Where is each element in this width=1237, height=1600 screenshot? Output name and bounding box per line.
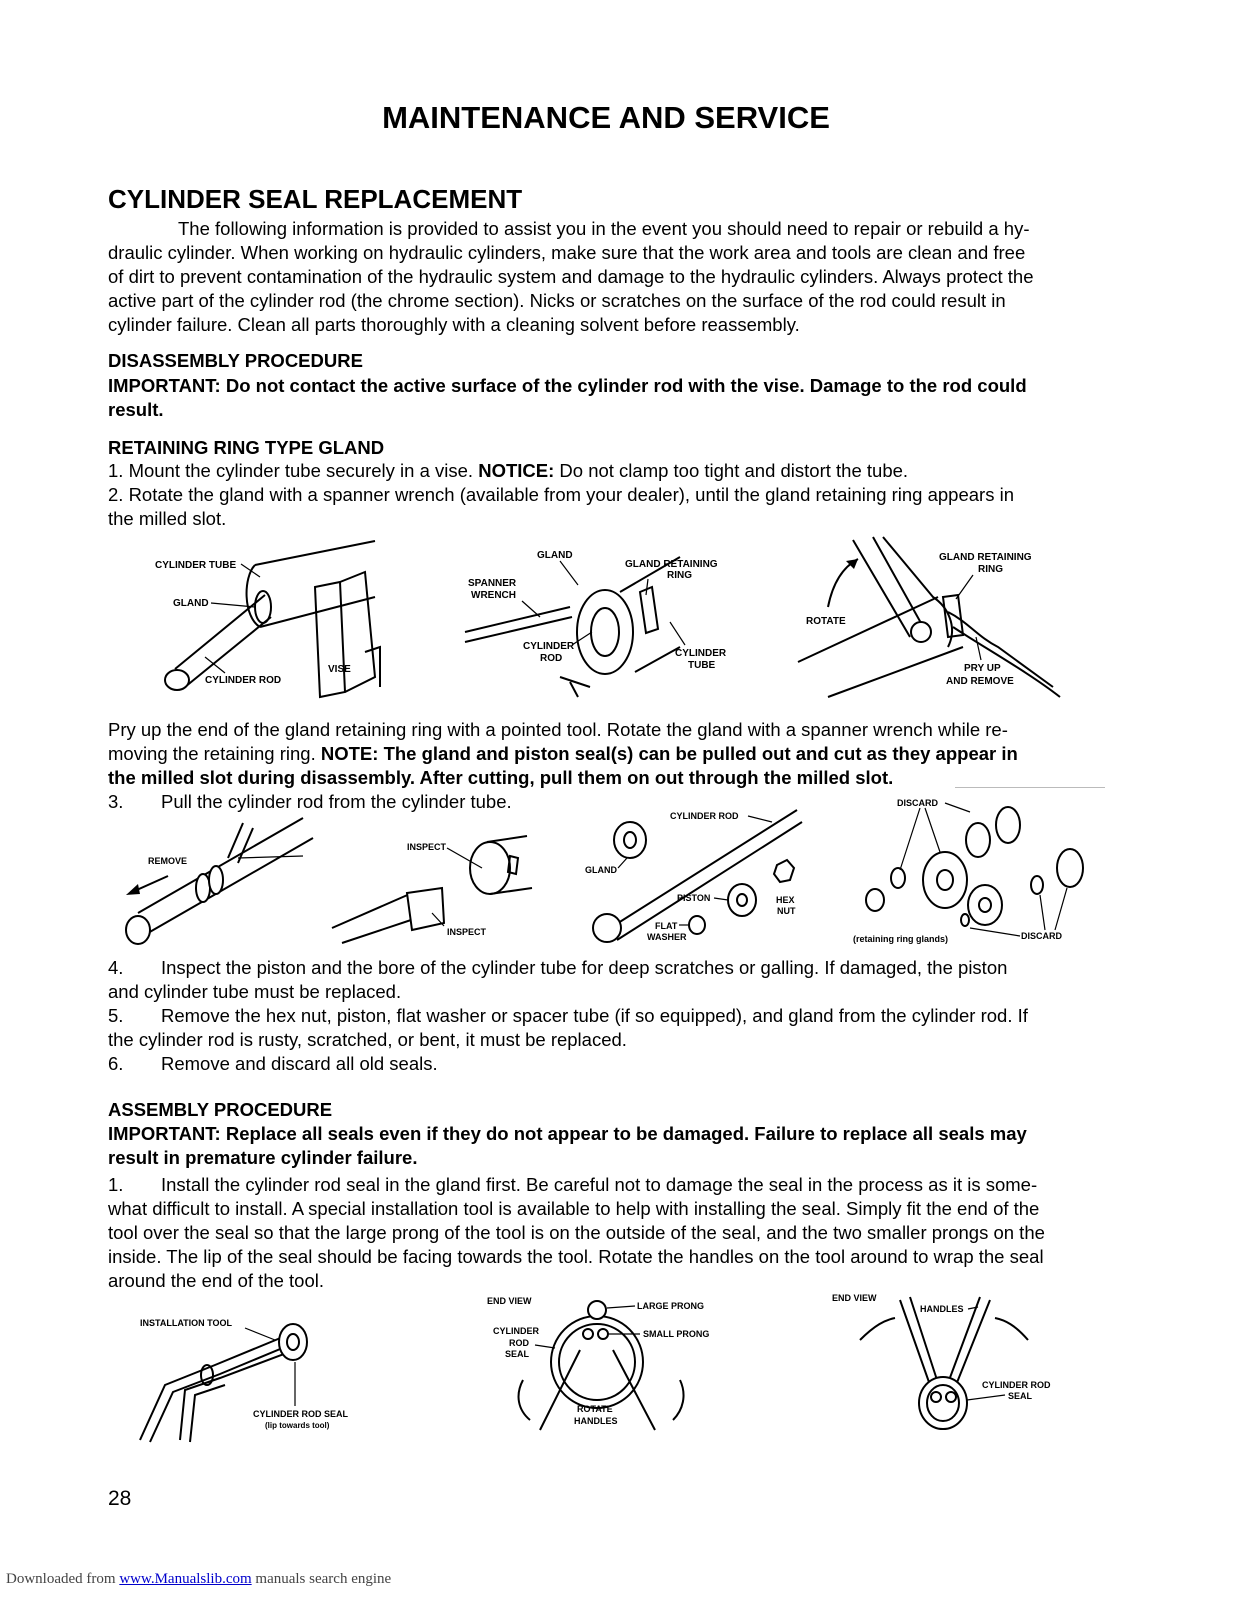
leader-line — [607, 1306, 635, 1308]
intro-line: of dirt to prevent contamination of the hydraulic system and damage to the hydraulic cylinders. Always protect the — [108, 266, 1034, 287]
page-number: 28 — [108, 1487, 132, 1510]
gland — [209, 866, 223, 894]
footer-suffix: manuals search engine — [251, 1571, 392, 1587]
label-spanner: SPANNER — [468, 578, 517, 589]
label-end-view: END VIEW — [832, 1293, 877, 1303]
assembly-line: inside. The lip of the seal should be facing towards the tool. Rotate the handles on the tool around to wrap the seal — [108, 1246, 1044, 1267]
spanner-pin — [911, 622, 931, 642]
divider — [955, 787, 1105, 788]
notice-label: NOTICE: — [478, 460, 555, 481]
footer-link[interactable]: www.Manualslib.com — [119, 1571, 252, 1587]
intro-line: draulic cylinder. When working on hydraulic cylinders, make sure that the work area and tools are clean and free — [108, 242, 1026, 263]
label-retaining-ring-glands: (retaining ring glands) — [853, 934, 949, 944]
label-discard-2: DISCARD — [1021, 931, 1063, 941]
step-5-cont: the cylinder rod is rusty, scratched, or bent, it must be replaced. — [108, 1029, 627, 1050]
figure-spanner-wrench — [460, 537, 760, 697]
label-cylinder-rod: CYLINDER ROD — [205, 675, 282, 686]
footer — [6, 1571, 391, 1588]
leader-line — [956, 575, 973, 599]
label-gland: GLAND — [537, 550, 573, 561]
leader-line — [646, 579, 648, 595]
label-gland: GLAND — [585, 865, 617, 875]
figure-end-view-prongs — [485, 1290, 725, 1440]
gland-bore — [624, 832, 636, 848]
step-3-text: Pull the cylinder rod from the cylinder tube. — [161, 791, 512, 812]
step-6-text: Remove and discard all old seals. — [161, 1053, 438, 1074]
pry-line: Pry up the end of the gland retaining ring with a pointed tool. Rotate the gland with a spanner wrench while re- — [108, 719, 1008, 740]
important-line: result in premature cylinder failure. — [108, 1147, 418, 1168]
leader-line — [522, 601, 540, 617]
label-handles: HANDLES — [920, 1304, 964, 1314]
piston-body — [407, 888, 444, 930]
assembly-line: what difficult to install. A special installation tool is available to help with installing the seal. Simply fit the end of the — [108, 1198, 1040, 1219]
piston-bore — [737, 894, 747, 906]
intro-paragraph — [108, 217, 1108, 337]
label-piston: PISTON — [677, 893, 711, 903]
label-ring: RING — [667, 570, 692, 581]
step-number: 5. — [108, 1005, 124, 1026]
label-lip-towards-tool: (lip towards tool) — [265, 1421, 330, 1430]
step-2-line: the milled slot. — [108, 508, 227, 529]
intro-line: active part of the cylinder rod (the chrome section). Nicks or scratches on the surface of the rod could result in — [108, 290, 1006, 311]
o-ring-4 — [1031, 876, 1043, 894]
label-wrench: WRENCH — [471, 590, 516, 601]
label-cylinder-2: CYLINDER — [675, 648, 727, 659]
step-number: 4. — [108, 957, 124, 978]
label-small-prong: SMALL PRONG — [643, 1329, 710, 1339]
label-discard-1: DISCARD — [897, 798, 939, 808]
step-5-text: Remove the hex nut, piston, flat washer or spacer tube (if so equipped), and gland from the cylinder rod. If — [161, 1005, 1028, 1026]
leader-line — [714, 898, 728, 900]
prong-2 — [946, 1392, 956, 1402]
rod-outline — [138, 818, 313, 933]
tool-line — [238, 856, 303, 858]
rod-bore — [591, 608, 619, 656]
cylinder-tube-outline — [255, 541, 375, 627]
wiper-1 — [891, 868, 905, 888]
important-line: result. — [108, 399, 164, 420]
label-seal: SEAL — [505, 1349, 530, 1359]
assembly-line: tool over the seal so that the large prong of the tool is on the outside of the seal, and the two smaller prongs on the — [108, 1222, 1045, 1243]
label-inspect-1: INSPECT — [407, 842, 447, 852]
step-1-text: 1. Mount the cylinder tube securely in a vise. — [108, 460, 474, 481]
leader-line — [967, 1395, 1005, 1400]
label-gland-retaining: GLAND RETAINING — [939, 552, 1032, 563]
figure-cylinder-in-vise — [135, 537, 385, 697]
leader-line — [618, 858, 627, 868]
wiper-2 — [866, 889, 884, 911]
rotate-arrow-right — [673, 1380, 684, 1420]
cylinder-body — [798, 597, 963, 697]
label-rod: ROD — [509, 1338, 529, 1348]
spanner-shaft — [853, 537, 926, 637]
label-cylinder-tube: CYLINDER TUBE — [155, 560, 237, 571]
step-number: 1. — [108, 1174, 124, 1195]
small-prong-2 — [598, 1329, 608, 1339]
small-prong-1 — [583, 1329, 593, 1339]
leader-line — [670, 622, 685, 645]
seal-inner — [559, 1324, 635, 1400]
retaining-ring-slot — [640, 587, 658, 633]
label-gland-retaining: GLAND RETAINING — [625, 559, 718, 570]
hex-nut-part — [774, 860, 794, 882]
step-1-notice: Do not clamp too tight and distort the tube. — [554, 460, 909, 481]
large-prong — [588, 1301, 606, 1319]
step-number: 3. — [108, 791, 124, 812]
rotate-arrow-left — [860, 1318, 895, 1340]
assembly-line: around the end of the tool. — [108, 1270, 325, 1291]
rod — [332, 893, 417, 943]
assembly-heading: ASSEMBLY PROCEDURE — [108, 1099, 333, 1120]
important-line: IMPORTANT: Do not contact the active surface of the cylinder rod with the vise. Damage to the rod could — [108, 375, 1027, 396]
disassembly-heading: DISASSEMBLY PROCEDURE — [108, 350, 363, 371]
page-title: MAINTENANCE AND SERVICE — [382, 100, 830, 135]
rotate-arrow-left — [519, 1380, 530, 1420]
label-inspect-2: INSPECT — [447, 927, 487, 937]
footer-prefix: Downloaded from — [6, 1571, 120, 1587]
rod-eye — [126, 916, 150, 944]
leader-line — [245, 1328, 275, 1340]
label-handles: HANDLES — [574, 1416, 618, 1426]
label-end-view: END VIEW — [487, 1296, 532, 1306]
tool-tip — [560, 677, 590, 697]
pry-line — [108, 742, 1116, 766]
o-ring-2 — [996, 807, 1020, 843]
step-4-cont: and cylinder tube must be replaced. — [108, 981, 402, 1002]
flat-washer-part — [689, 916, 705, 934]
assembly-line — [108, 1173, 1113, 1197]
figure-pull-rod — [108, 818, 323, 948]
figure-seals — [845, 790, 1085, 950]
label-large-prong: LARGE PRONG — [637, 1301, 705, 1311]
leader-line — [976, 637, 981, 660]
prong-1 — [931, 1392, 941, 1402]
label-washer: WASHER — [647, 932, 687, 942]
important-line: IMPORTANT: Replace all seals even if they do not appear to be damaged. Failure to replace all seals may — [108, 1123, 1027, 1144]
leader-line — [560, 561, 578, 585]
label-ring: RING — [978, 564, 1003, 575]
rotate-arrow-right — [995, 1318, 1028, 1340]
seal-on-tool — [279, 1324, 307, 1360]
pry-paragraph — [108, 718, 1116, 790]
pry-line: the milled slot during disassembly. After cutting, pull them on out through the milled slot. — [108, 767, 894, 788]
piston — [196, 874, 210, 902]
gland-heading: RETAINING RING TYPE GLAND — [108, 437, 385, 458]
step-2-line: 2. Rotate the gland with a spanner wrench (available from your dealer), until the gland retaining ring appears in — [108, 484, 1015, 505]
label-cylinder-rod-seal: CYLINDER ROD SEAL — [253, 1409, 349, 1419]
disassembly-important — [108, 374, 1113, 422]
assembly-step-1 — [108, 1173, 1113, 1293]
assembly-important — [108, 1122, 1113, 1170]
label-installation-tool: INSTALLATION TOOL — [140, 1318, 232, 1328]
pry-note: NOTE: The gland and piston seal(s) can be pulled out and cut as they appear in — [320, 743, 1018, 764]
label-rotate: ROTATE — [806, 616, 846, 627]
leader-line — [535, 1345, 555, 1348]
label-cylinder-rod: CYLINDER ROD — [982, 1380, 1051, 1390]
figure-inspect — [332, 818, 542, 948]
rod-end — [165, 670, 189, 690]
step-4 — [108, 956, 1108, 980]
figure-rod-parts — [582, 800, 812, 950]
figure-pry-ring — [798, 537, 1068, 702]
label-gland: GLAND — [173, 598, 209, 609]
step-4-text: Inspect the piston and the bore of the cylinder tube for deep scratches or galling. If damaged, the piston — [161, 957, 1008, 978]
arrow-head — [126, 884, 140, 895]
label-cylinder: CYLINDER — [523, 641, 575, 652]
steps-4-6 — [108, 956, 1108, 1076]
label-rod: ROD — [540, 653, 563, 664]
tool — [228, 823, 253, 863]
rod-eye — [593, 914, 621, 942]
figure-end-view-handles — [830, 1285, 1070, 1435]
label-remove: REMOVE — [148, 856, 188, 866]
label-flat: FLAT — [655, 921, 678, 931]
label-vise: VISE — [328, 664, 351, 675]
steps-1-2 — [108, 459, 1108, 531]
label-cylinder-rod: CYLINDER ROD — [670, 811, 739, 821]
o-ring-1 — [966, 823, 990, 857]
step-number: 6. — [108, 1053, 124, 1074]
pry-text: moving the retaining ring. — [108, 743, 316, 764]
seal-outer — [551, 1316, 643, 1408]
label-and-remove: AND REMOVE — [946, 676, 1014, 687]
intro-line: The following information is provided to assist you in the event you should need to repair or rebuild a hy- — [178, 218, 1030, 239]
step-5 — [108, 1004, 1108, 1028]
label-hex: HEX — [776, 895, 795, 905]
gland-seal-bore — [937, 870, 953, 890]
vise-jaw — [315, 572, 375, 697]
section-title: CYLINDER SEAL REPLACEMENT — [108, 184, 523, 214]
label-cylinder: CYLINDER — [493, 1326, 540, 1336]
label-rotate: ROTATE — [577, 1404, 613, 1414]
figure-installation-tool — [135, 1310, 375, 1450]
step-1 — [108, 459, 1108, 483]
leader-line — [205, 657, 225, 673]
leader-line — [748, 816, 772, 822]
label-pry-up: PRY UP — [964, 663, 1001, 674]
small-ring — [961, 914, 969, 926]
o-ring-3 — [1057, 849, 1083, 887]
assembly-step-1-text: Install the cylinder rod seal in the gland first. Be careful not to damage the seal in the process as it is some- — [161, 1174, 1038, 1195]
label-seal: SEAL — [1008, 1391, 1033, 1401]
piston-seal-bore — [979, 898, 991, 912]
wrench-handle — [465, 607, 572, 642]
label-tube: TUBE — [688, 660, 716, 671]
label-nut: NUT — [777, 906, 796, 916]
tube-bore — [470, 842, 510, 894]
step-6 — [108, 1052, 1108, 1076]
intro-line: cylinder failure. Clean all parts thoroughly with a cleaning solvent before reassembly. — [108, 314, 800, 335]
